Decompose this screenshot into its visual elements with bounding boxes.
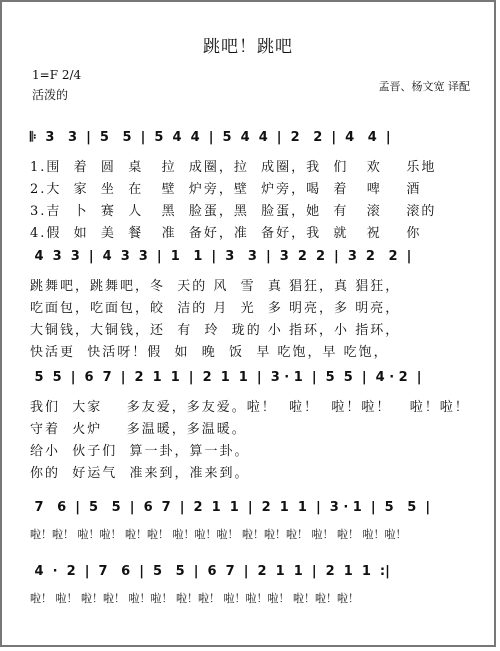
lyric-line: 啦！啦！ 啦！啦！ 啦！啦！ 啦！啦！啦！ 啦！啦！啦！ 啦！ 啦！ 啦！啦！	[30, 528, 407, 541]
tempo-marking: 活泼的	[32, 88, 69, 102]
lyric-line: 3.吉 卜 赛 人 黑 脸蛋，黑 脸蛋，她 有 滚 滚的	[30, 204, 437, 219]
lyric-line: 4.假 如 美 餐 准 备好，准 备好，我 就 祝 你	[30, 226, 422, 241]
lyric-line: 2.大 家 坐 在 壁 炉旁，壁 炉旁，喝 着 啤 酒	[30, 182, 422, 197]
lyric-line: 啦！ 啦！ 啦！啦！ 啦！啦！ 啦！啦！ 啦！啦！啦！ 啦！啦！啦！	[30, 592, 359, 605]
song-title: 跳吧！跳吧	[203, 37, 293, 57]
lyric-line: 1.围 着 圆 桌 拉 成圈，拉 成圈，我 们 欢 乐地	[30, 160, 437, 175]
notation-line: 5 5 | 6 7 | 2 1 1 | 2 1 1 | 3 · 1 | 5 5 | 4 · 2 |	[30, 370, 422, 385]
notation-line: 4 3 3 | 4 3 3 | 1 1 | 3 3 | 3 2 2 | 3 2 2 |	[30, 249, 412, 264]
notation-line: 7 6 | 5 5 | 6 7 | 2 1 1 | 2 1 1 | 3 · 1 | 5 5 |	[30, 500, 431, 515]
lyric-line: 大铜钱，大铜钱，还 有 玲 珑的 小 指环，小 指环，	[30, 323, 401, 338]
lyric-line: 快活更 快活呀！假 如 晚 饭 早 吃饱，早 吃饱，	[30, 345, 389, 360]
lyric-line: 我们 大家 多友爱，多友爱。啦！ 啦！ 啦！啦！ 啦！啦！	[30, 400, 470, 415]
notation-line: 𝄆 3 3 | 5 5 | 5 4 4 | 5 4 4 | 2 2 | 4 4 |	[30, 130, 391, 145]
lyric-line: 给小 伙子们 算一卦，算一卦。	[30, 444, 250, 459]
lyric-line: 吃面包，吃面包，皎 洁的 月 光 多 明亮，多 明亮，	[30, 301, 401, 316]
lyric-line: 守着 火炉 多温暖，多温暖。	[30, 422, 247, 437]
credits: 孟晋、杨文宽 译配	[378, 80, 470, 93]
lyric-line: 你的 好运气 准来到，准来到。	[30, 466, 250, 481]
key-signature: 1=F 2/4	[32, 68, 82, 82]
lyric-line: 跳舞吧，跳舞吧，冬 天的 风 雪 真 猖狂，真 猖狂，	[30, 279, 401, 294]
notation-line: 4 · 2 | 7 6 | 5 5 | 6 7 | 2 1 1 | 2 1 1 :|	[30, 564, 390, 579]
